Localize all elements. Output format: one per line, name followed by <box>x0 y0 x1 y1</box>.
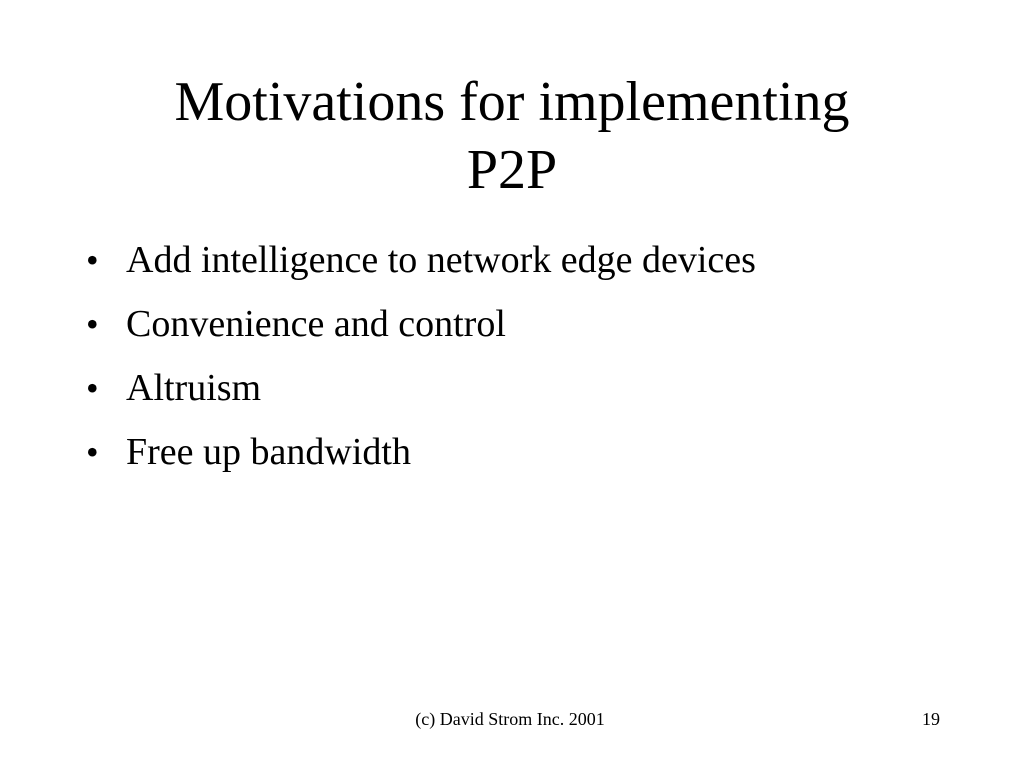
slide-title <box>80 68 944 204</box>
bullet-item <box>86 292 966 356</box>
bullet-text: Convenience and control <box>126 303 506 345</box>
bullet-icon: • <box>86 240 99 280</box>
bullet-text: Altruism <box>126 367 262 409</box>
bullet-item <box>86 228 966 292</box>
bullet-item <box>86 420 966 484</box>
bullet-list <box>86 228 966 484</box>
bullet-text: Free up bandwidth <box>126 431 411 473</box>
slide-title-line-1: Motivations for implementing <box>174 71 850 133</box>
bullet-text: Add intelligence to network edge devices <box>126 239 756 281</box>
bullet-icon: • <box>86 432 99 472</box>
page-number: 19 <box>922 709 940 729</box>
slide-title-line-2: P2P <box>466 139 558 201</box>
bullet-item <box>86 356 966 420</box>
bullet-icon: • <box>86 368 99 408</box>
footer-copyright: (c) David Strom Inc. 2001 <box>415 709 605 729</box>
bullet-icon: • <box>86 304 99 344</box>
